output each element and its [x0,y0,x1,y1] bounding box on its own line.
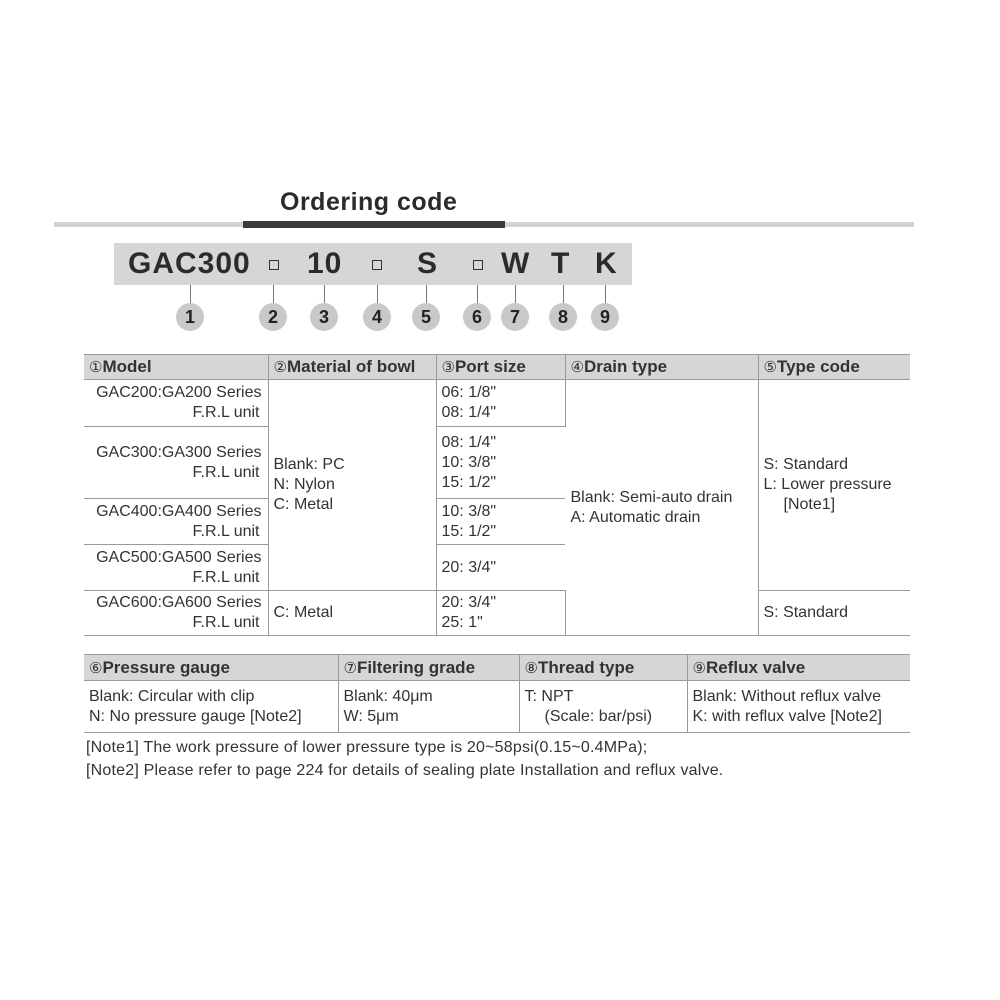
marker-stem [515,285,516,303]
filter-cell: Blank: 40μm W: 5μm [338,681,519,733]
code-thread: T [551,247,571,280]
header-model: ①Model [84,355,268,380]
code-type: S [417,247,439,280]
marker-stem [426,285,427,303]
marker-stem [477,285,478,303]
port-cell: 10: 3/8" 15: 1/2" [436,499,565,545]
drain-cell: Blank: Semi-auto drain A: Automatic drain [565,380,758,636]
spec-table-1 [84,354,910,636]
marker-8: 8 [549,303,577,331]
note-1: [Note1] The work pressure of lower pressure type is 20~58psi(0.15~0.4MPa); [86,739,648,756]
type-code-cell: S: Standard L: Lower pressure [Note1] [758,380,910,591]
port-cell: 06: 1/8" 08: 1/4" [436,380,565,427]
header-thread: ⑧Thread type [519,655,687,681]
code-placeholder-gauge [473,260,483,270]
marker-5: 5 [412,303,440,331]
header-drain: ④Drain type [565,355,758,380]
title-underline [243,221,505,228]
bowl-cell: Blank: PC N: Nylon C: Metal [268,380,436,591]
marker-2: 2 [259,303,287,331]
model-cell: GAC400:GA400 Series F.R.L unit [84,499,268,545]
reflux-cell: Blank: Without reflux valve K: with reflux valve [Note2] [687,681,910,733]
thread-cell: T: NPT (Scale: bar/psi) [519,681,687,733]
table-row [84,681,910,733]
table-row [84,591,910,636]
port-cell: 08: 1/4" 10: 3/8" 15: 1/2" [436,427,565,499]
header-type-code: ⑤Type code [758,355,910,380]
marker-stem [377,285,378,303]
marker-stem [273,285,274,303]
port-cell: 20: 3/4" 25: 1" [436,591,565,636]
model-cell: GAC300:GA300 Series F.R.L unit [84,427,268,499]
bowl-cell: C: Metal [268,591,436,636]
header-bowl: ②Material of bowl [268,355,436,380]
marker-1: 1 [176,303,204,331]
marker-stem [605,285,606,303]
model-cell: GAC500:GA500 Series F.R.L unit [84,545,268,591]
header-filter: ⑦Filtering grade [338,655,519,681]
marker-4: 4 [363,303,391,331]
gauge-cell: Blank: Circular with clip N: No pressure gauge [Note2] [84,681,338,733]
spec-table-2 [84,654,910,733]
code-model: GAC300 [128,247,251,280]
marker-7: 7 [501,303,529,331]
table-row [84,380,910,427]
code-filter: W [501,247,531,280]
code-placeholder-bowl [269,260,279,270]
model-cell: GAC200:GA200 Series F.R.L unit [84,380,268,427]
code-reflux: K [595,247,618,280]
note-2: [Note2] Please refer to page 224 for details of sealing plate Installation and reflux valve. [86,762,724,779]
marker-stem [563,285,564,303]
code-port: 10 [307,247,343,280]
header-gauge: ⑥Pressure gauge [84,655,338,681]
page-title: Ordering code [280,188,458,216]
type-code-cell: S: Standard [758,591,910,636]
marker-3: 3 [310,303,338,331]
marker-6: 6 [463,303,491,331]
port-cell: 20: 3/4" [436,545,565,591]
model-cell: GAC600:GA600 Series F.R.L unit [84,591,268,636]
marker-stem [324,285,325,303]
marker-9: 9 [591,303,619,331]
marker-stem [190,285,191,303]
header-reflux: ⑨Reflux valve [687,655,910,681]
code-placeholder-drain [372,260,382,270]
ordering-code-bar [114,243,632,285]
header-port: ③Port size [436,355,565,380]
